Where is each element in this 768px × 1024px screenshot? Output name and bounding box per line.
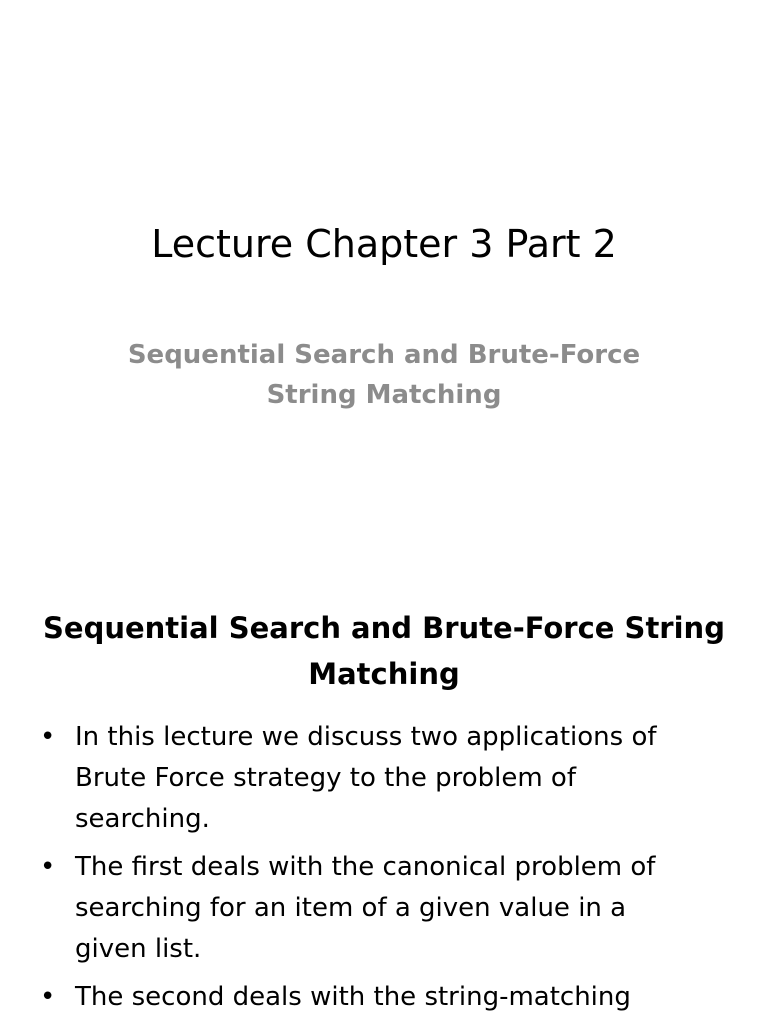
bullet-text-line: The first deals with the canonical problem of — [75, 852, 656, 882]
content-slide — [0, 576, 768, 1024]
bullet-item — [0, 847, 768, 970]
bullet-item — [0, 717, 768, 840]
title-line: Matching — [308, 657, 460, 691]
bullet-icon: • — [40, 982, 56, 1012]
bullet-text-line: The second deals with the string-matching — [75, 982, 631, 1012]
slide-subtitle — [100, 335, 668, 415]
bullet-text-line: In this lecture we discuss two applications of — [75, 722, 657, 752]
bullet-list — [0, 717, 768, 1024]
bullet-text-line: given list. — [75, 934, 202, 964]
title-line: Sequential Search and Brute-Force String — [43, 611, 725, 645]
bullet-text-line: searching. — [75, 804, 210, 834]
bullet-text-line: searching for an item of a given value in a — [75, 893, 627, 923]
bullet-text-line: Brute Force strategy to the problem of — [75, 763, 576, 793]
slide-title: Lecture Chapter 3 Part 2 — [151, 222, 617, 266]
subtitle-line: String Matching — [266, 380, 502, 410]
content-slide-title — [30, 605, 738, 697]
subtitle-line: Sequential Search and Brute-Force — [127, 340, 641, 370]
bullet-icon: • — [40, 852, 56, 882]
bullet-icon: • — [40, 722, 56, 752]
bullet-item — [0, 977, 768, 1018]
